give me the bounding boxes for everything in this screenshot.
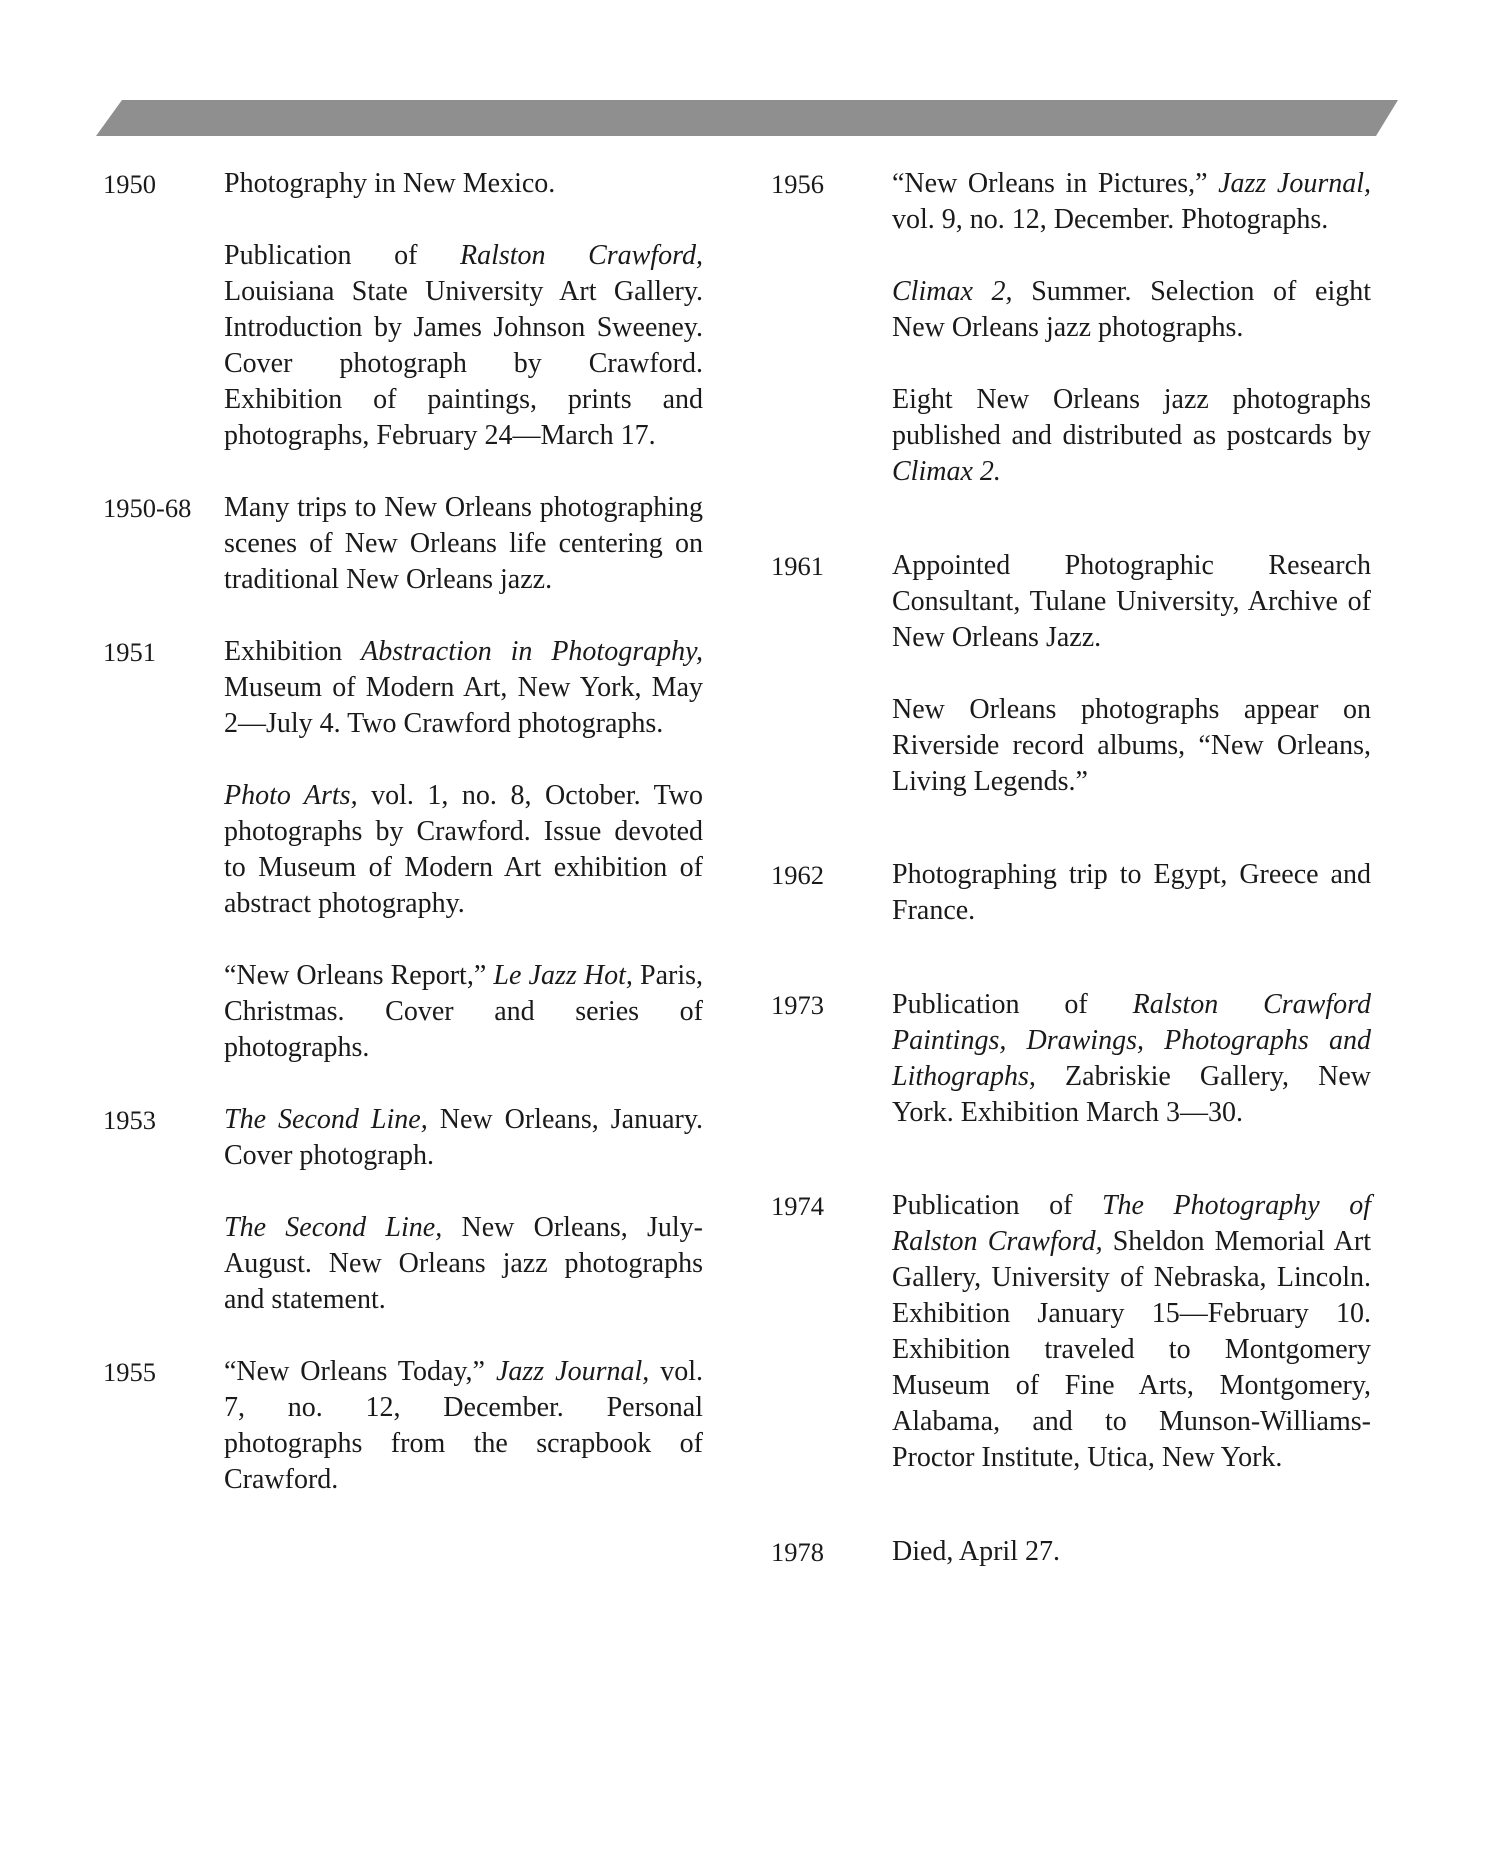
entry-year: 1956 bbox=[771, 169, 824, 199]
entry-text bbox=[892, 548, 1371, 800]
italic-title: Climax 2. bbox=[892, 456, 1001, 487]
italic-title: Le Jazz Hot, bbox=[493, 960, 633, 991]
entry-paragraph bbox=[224, 238, 703, 454]
text-run: “New Orleans Today,” bbox=[224, 1356, 496, 1387]
text-run: Exhibition bbox=[224, 636, 362, 667]
entry-paragraph bbox=[892, 692, 1371, 800]
entry-year: 1974 bbox=[771, 1191, 824, 1222]
text-run: Museum of Modern Art, New York, May 2—July 4. Two Crawford photographs. bbox=[224, 672, 703, 739]
text-run: vol. 1, no. 8, October. Two photographs by Crawford. Issue devoted to Museum of Modern Art exhibition of abstract photography. bbox=[224, 780, 703, 919]
entry-year: 1961 bbox=[771, 550, 824, 581]
entry-text bbox=[224, 1354, 703, 1498]
chronology-entry bbox=[771, 1534, 1371, 1570]
text-run: Publication of bbox=[892, 1190, 1102, 1222]
entry-text bbox=[892, 987, 1371, 1131]
text-run: New Orleans, July-August. New Orleans jazz photographs and statement. bbox=[224, 1212, 703, 1315]
decorative-header-band bbox=[96, 100, 1398, 136]
entry-year: 1950-68 bbox=[103, 493, 192, 523]
entry-paragraph bbox=[892, 274, 1371, 346]
italic-title: Ralston Crawford Paintings, Drawings, Photographs and Lithographs, bbox=[892, 988, 1371, 1092]
italic-title: The Second Line, bbox=[224, 1212, 443, 1243]
chronology-entry bbox=[771, 987, 1371, 1131]
entry-paragraph bbox=[224, 1102, 703, 1174]
entry-paragraph bbox=[892, 1534, 1371, 1570]
text-run: Paris, Christmas. Cover and series of photographs. bbox=[224, 960, 703, 1063]
text-run: Summer. Selection of eight New Orleans jazz photographs. bbox=[892, 276, 1372, 343]
italic-title: The Second Line, bbox=[224, 1104, 428, 1135]
chronology-entry bbox=[771, 166, 1371, 490]
chronology-entry bbox=[103, 1354, 703, 1498]
text-run: Appointed Photographic Research Consultant, Tulane University, Archive of New Orleans Jazz. bbox=[892, 549, 1371, 653]
text-run: Louisiana State University Art Gallery. Introduction by James Johnson Sweeney. Cover photograph by Crawford. Exhibition of paintings, prints and photographs, February 24—March 17. bbox=[224, 276, 703, 451]
italic-title: Jazz Journal, bbox=[495, 1356, 650, 1387]
entry-year: 1973 bbox=[771, 989, 824, 1020]
entry-paragraph bbox=[224, 778, 703, 922]
chronology-entry bbox=[771, 857, 1371, 929]
entry-year: 1953 bbox=[103, 1105, 156, 1135]
text-run: vol. 7, no. 12, December. Personal photographs from the scrapbook of Crawford. bbox=[224, 1356, 703, 1495]
entry-year: 1962 bbox=[771, 860, 824, 891]
text-run: Died, April 27. bbox=[892, 1535, 1060, 1567]
entry-paragraph bbox=[224, 634, 703, 742]
entry-text bbox=[892, 1188, 1371, 1476]
chronology-entry bbox=[771, 548, 1371, 800]
entry-paragraph bbox=[892, 1188, 1371, 1476]
right-column bbox=[771, 166, 1371, 1570]
italic-title: The Photography of Ralston Crawford, bbox=[892, 1190, 1371, 1258]
italic-title: Ralston Crawford, bbox=[459, 240, 703, 271]
text-run: Publication of bbox=[892, 988, 1133, 1020]
text-run: vol. 9, no. 12, December. Photographs. bbox=[892, 204, 1329, 235]
entry-text bbox=[892, 857, 1371, 929]
entry-paragraph bbox=[892, 987, 1371, 1131]
text-run: Sheldon Memorial Art Gallery, University of Nebraska, Lincoln. Exhibition January 15—February 10. Exhibition traveled to Montgomery Museum of Fine Arts, Montgomery, Alabama, and to Munson-Williams-Proctor Institute, Utica, New York. bbox=[892, 1226, 1371, 1474]
entry-paragraph bbox=[224, 166, 703, 202]
entry-paragraph bbox=[224, 1210, 703, 1318]
text-run: Publication of bbox=[224, 240, 460, 271]
chronology-entry bbox=[103, 166, 703, 454]
text-run: “New Orleans in Pictures,” bbox=[892, 168, 1219, 199]
text-run: Zabriskie Gallery, New York. Exhibition March 3—30. bbox=[892, 1060, 1371, 1128]
entry-year: 1950 bbox=[103, 169, 156, 199]
entry-paragraph bbox=[224, 958, 703, 1066]
text-run: New Orleans photographs appear on Riverside record albums, “New Orleans, Living Legends.” bbox=[892, 693, 1371, 797]
entry-paragraph bbox=[892, 382, 1371, 490]
entry-paragraph bbox=[892, 548, 1371, 656]
entry-paragraph bbox=[892, 857, 1371, 929]
left-column bbox=[103, 166, 703, 1498]
text-run: New Orleans, January. Cover photograph. bbox=[224, 1104, 703, 1171]
chronology-entry bbox=[103, 1102, 703, 1318]
entry-text bbox=[224, 1102, 703, 1318]
entry-year: 1955 bbox=[103, 1357, 156, 1387]
entry-text bbox=[892, 1534, 1371, 1570]
text-run: Many trips to New Orleans photographing scenes of New Orleans life centering on traditional New Orleans jazz. bbox=[224, 492, 703, 595]
italic-title: Jazz Journal, bbox=[1218, 168, 1371, 199]
chronology-entry bbox=[103, 490, 703, 598]
entry-paragraph bbox=[224, 1354, 703, 1498]
entry-text bbox=[224, 634, 703, 1066]
entry-text bbox=[224, 166, 703, 454]
entry-year: 1978 bbox=[771, 1536, 824, 1567]
entry-text bbox=[224, 490, 703, 598]
italic-title: Photo Arts, bbox=[224, 780, 358, 811]
text-run: Eight New Orleans jazz photographs published and distributed as postcards by bbox=[892, 384, 1371, 451]
entry-year: 1951 bbox=[103, 637, 156, 667]
entry-text bbox=[892, 166, 1371, 490]
entry-paragraph bbox=[224, 490, 703, 598]
text-run: Photographing trip to Egypt, Greece and France. bbox=[892, 859, 1371, 927]
chronology-entry bbox=[771, 1188, 1371, 1476]
entry-paragraph bbox=[892, 166, 1371, 238]
italic-title: Abstraction in Photography, bbox=[361, 636, 703, 667]
text-run: Photography in New Mexico. bbox=[224, 168, 556, 199]
chronology-entry bbox=[103, 634, 703, 1066]
text-run: “New Orleans Report,” bbox=[224, 960, 494, 991]
italic-title: Climax 2, bbox=[892, 276, 1013, 307]
